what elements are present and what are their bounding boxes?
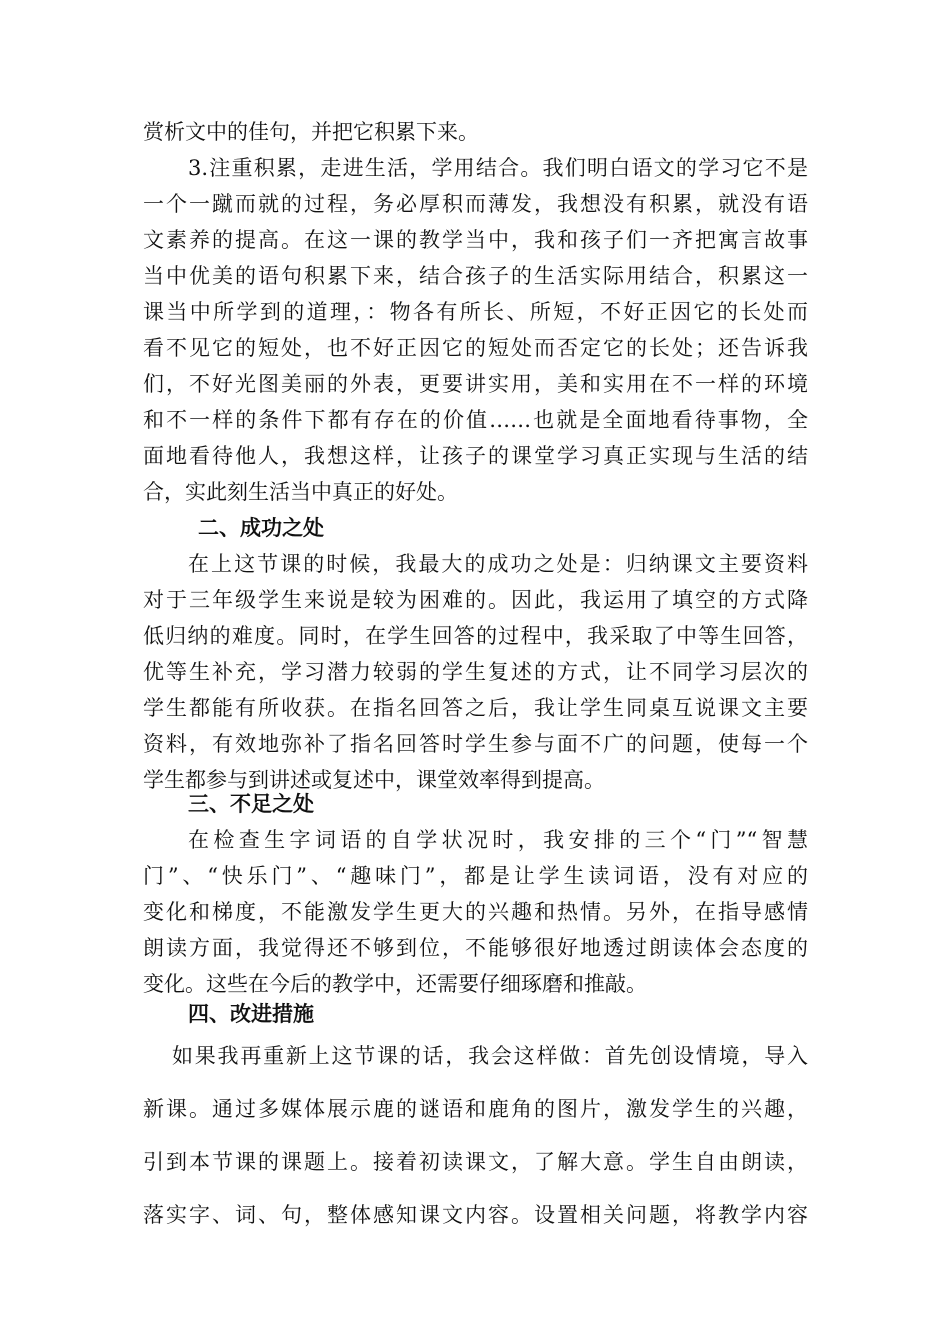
paragraph-line: 朗读方面，我觉得还不够到位，不能够很好地透过朗读体会态度的 <box>143 936 808 960</box>
paragraph-line: 在上这节课的时候，我最大的成功之处是：归纳课文主要资料 <box>188 552 808 576</box>
paragraph-line: 和不一样的条件下都有存在的价值……也就是全面地看待事物，全 <box>143 408 808 432</box>
paragraph-line: 新课。通过多媒体展示鹿的谜语和鹿角的图片，激发学生的兴趣， <box>143 1097 808 1121</box>
paragraph-line: 变化和梯度，不能激发学生更大的兴趣和热情。另外，在指导感情 <box>143 900 808 924</box>
paragraph-line: 低归纳的难度。同时，在学生回答的过程中，我采取了中等生回答， <box>143 624 808 648</box>
paragraph-line: 在检查生字词语的自学状况时，我安排的三个“门”“智慧 <box>188 828 808 852</box>
section-heading: 四、改进措施 <box>188 1002 314 1026</box>
paragraph-line: 一个一蹴而就的过程，务必厚积而薄发，我想没有积累，就没有语 <box>143 192 808 216</box>
section-heading: 二、成功之处 <box>198 516 324 540</box>
paragraph-line: 赏析文中的佳句，并把它积累下来。 <box>143 120 479 144</box>
paragraph-line: 学生都参与到讲述或复述中，课堂效率得到提高。 <box>143 768 605 792</box>
section-heading: 三、不足之处 <box>188 792 314 816</box>
paragraph-line: 如果我再重新上这节课的话，我会这样做：首先创设情境，导入 <box>172 1044 808 1068</box>
paragraph-line: 课当中所学到的道理，：物各有所长、所短，不好正因它的长处而 <box>143 300 808 324</box>
paragraph-line: 资料，有效地弥补了指名回答时学生参与面不广的问题，使每一个 <box>143 732 808 756</box>
paragraph-line: 对于三年级学生来说是较为困难的。因此，我运用了填空的方式降 <box>143 588 808 612</box>
paragraph-line: 门”、“快乐门”、“趣味门”，都是让学生读词语，没有对应的 <box>143 864 808 888</box>
paragraph-line: 落实字、词、句，整体感知课文内容。设置相关问题，将教学内容 <box>143 1203 808 1227</box>
paragraph-line: 优等生补充，学习潜力较弱的学生复述的方式，让不同学习层次的 <box>143 660 808 684</box>
paragraph-line: 学生都能有所收获。在指名回答之后，我让学生同桌互说课文主要 <box>143 696 808 720</box>
paragraph-line: 3.注重积累，走进生活，学用结合。我们明白语文的学习它不是 <box>188 156 808 180</box>
paragraph-line: 文素养的提高。在这一课的教学当中，我和孩子们一齐把寓言故事 <box>143 228 808 252</box>
paragraph-line: 变化。这些在今后的教学中，还需要仔细琢磨和推敲。 <box>143 972 647 996</box>
paragraph-line: 合，实此刻生活当中真正的好处。 <box>143 480 458 504</box>
paragraph-line: 引到本节课的课题上。接着初读课文，了解大意。学生自由朗读， <box>143 1150 808 1174</box>
paragraph-line: 当中优美的语句积累下来，结合孩子的生活实际用结合，积累这一 <box>143 264 808 288</box>
paragraph-line: 面地看待他人，我想这样，让孩子的课堂学习真正实现与生活的结 <box>143 444 808 468</box>
paragraph-line: 看不见它的短处，也不好正因它的短处而否定它的长处；还告诉我 <box>143 336 808 360</box>
paragraph-line: 们，不好光图美丽的外表，更要讲实用，美和实用在不一样的环境 <box>143 372 808 396</box>
